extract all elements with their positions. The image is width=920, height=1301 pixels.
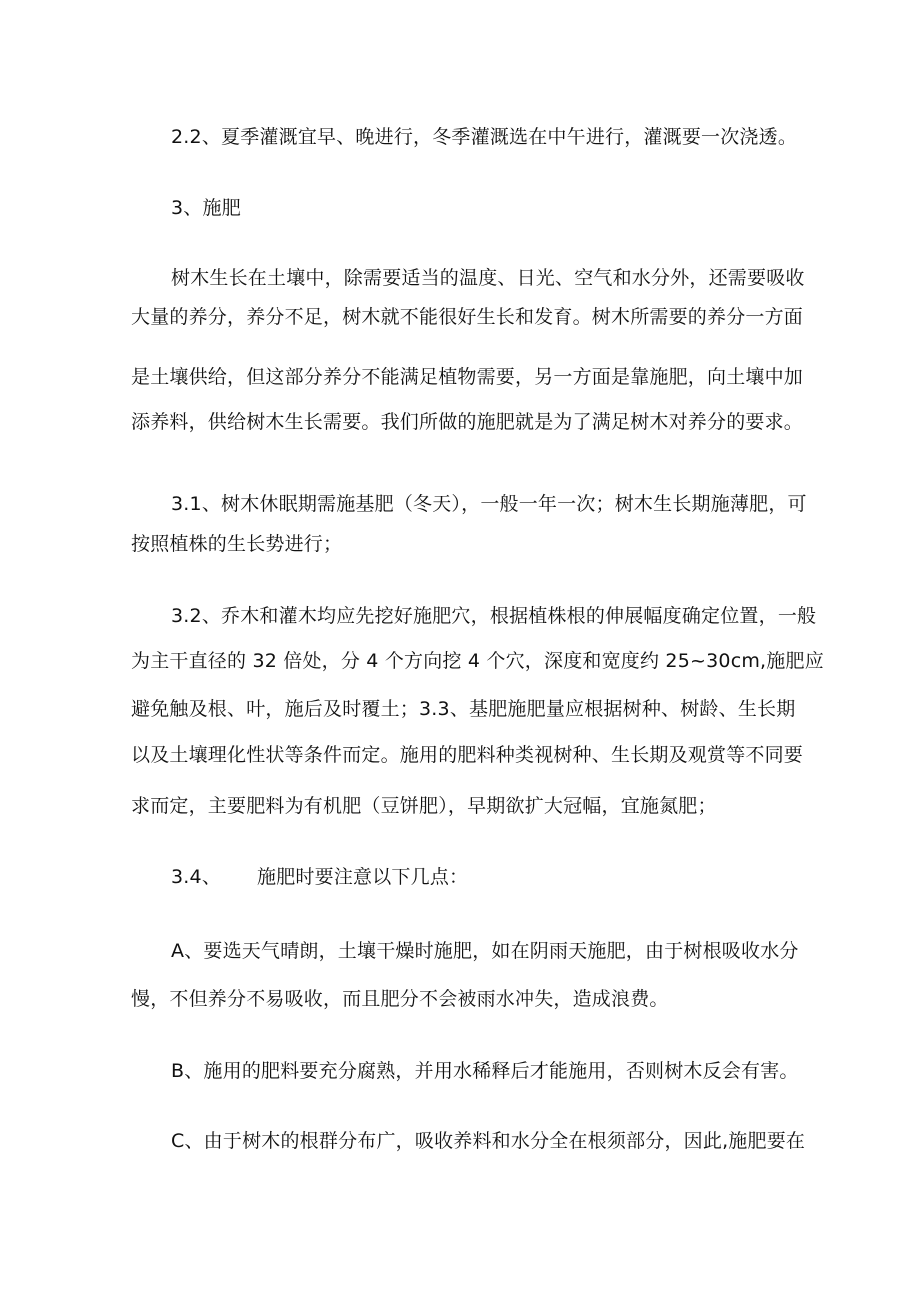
paragraph-intro-line-4: 添养料，供给树木生长需要。我们所做的施肥就是为了满足树木对养分的要求。 (131, 411, 804, 433)
paragraph-2-2-line-1: 2.2、夏季灌溉宜早、晚进行，冬季灌溉选在中午进行，灌溉要一次浇透。 (171, 126, 798, 148)
paragraph-3-1-line-1: 3.1、树木休眠期需施基肥（冬天），一般一年一次；树木生长期施薄肥，可 (171, 493, 807, 515)
paragraph-intro-line-1: 树木生长在土壤中，除需要适当的温度、日光、空气和水分外，还需要吸收 (171, 267, 805, 289)
item-3-4-number: 3.4、 (171, 866, 222, 888)
paragraph-3-2-line-1: 3.2、乔木和灌木均应先挖好施肥穴，根据植株根的伸展幅度确定位置，一般 (171, 605, 817, 627)
paragraph-3-2-line-2: 为主干直径的 32 倍处，分 4 个方向挖 4 个穴，深度和宽度约 25~30cm,施肥应 (131, 650, 824, 672)
paragraph-a-line-1: A、要选天气晴朗，土壤干燥时施肥，如在阴雨天施肥，由于树根吸收水分 (171, 940, 799, 962)
paragraph-intro-line-2: 大量的养分，养分不足，树木就不能很好生长和发育。树木所需要的养分一方面 (131, 306, 804, 328)
paragraph-3-2-line-5: 求而定，主要肥料为有机肥（豆饼肥），早期欲扩大冠幅，宜施氮肥； (131, 795, 717, 817)
item-3-4-text: 施肥时要注意以下几点： (257, 866, 469, 888)
paragraph-3-1-line-2: 按照植株的生长势进行； (131, 533, 343, 555)
paragraph-b: B、施用的肥料要充分腐熟，并用水稀释后才能施用，否则树木反会有害。 (171, 1060, 799, 1082)
paragraph-intro-line-3: 是土壤供给，但这部分养分不能满足植物需要，另一方面是靠施肥，向土壤中加 (131, 366, 804, 388)
paragraph-a-line-2: 慢，不但养分不易吸收，而且肥分不会被雨水冲失，造成浪费。 (131, 988, 669, 1010)
paragraph-3-2-line-3: 避免触及根、叶，施后及时覆土；3.3、基肥施肥量应根据树种、树龄、生长期 (131, 698, 796, 720)
paragraph-3-4 (171, 864, 791, 890)
paragraph-c-line-1: C、由于树木的根群分布广，吸收养料和水分全在根须部分，因此,施肥要在 (171, 1130, 806, 1152)
heading-fertilization: 3、施肥 (171, 197, 241, 219)
paragraph-3-2-line-4: 以及土壤理化性状等条件而定。施用的肥料种类视树种、生长期及观赏等不同要 (131, 744, 804, 766)
